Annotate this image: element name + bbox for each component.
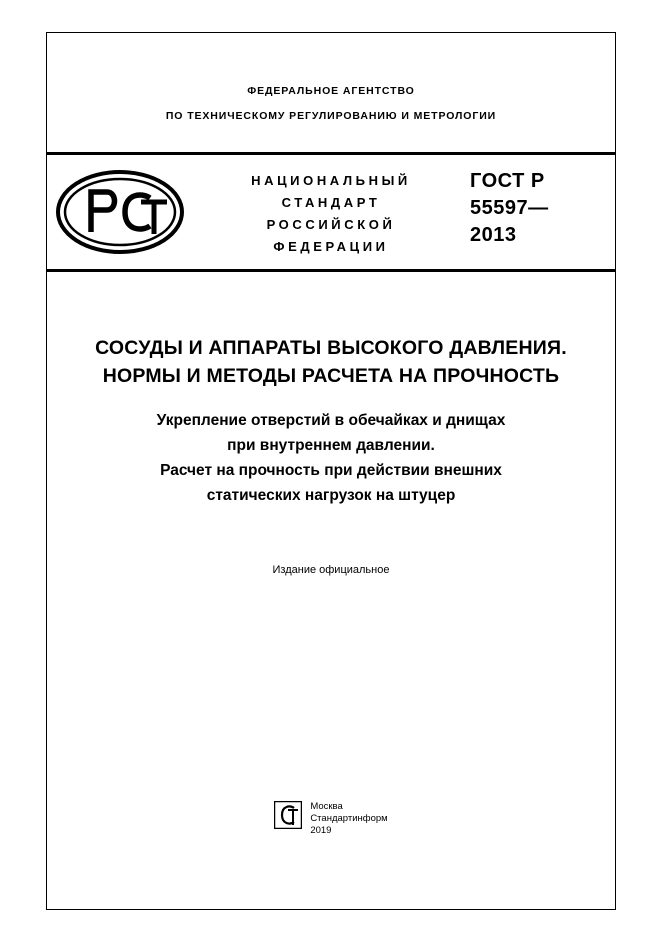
designation-line-1: ГОСТ Р xyxy=(470,170,545,192)
standard-kind-heading xyxy=(196,170,466,258)
imprint-year: 2019 xyxy=(310,825,332,836)
standard-kind-line-1: НАЦИОНАЛЬНЫЙ xyxy=(251,173,411,188)
title-line-2: НОРМЫ И МЕТОДЫ РАСЧЕТА НА ПРОЧНОСТЬ xyxy=(102,365,560,387)
standard-kind-line-3: РОССИЙСКОЙ xyxy=(266,217,396,232)
imprint-city: Москва xyxy=(310,801,343,812)
agency-heading xyxy=(46,85,616,122)
divider-top xyxy=(46,152,616,155)
designation-line-2: 55597— xyxy=(470,197,549,219)
subtitle-line-1: Укрепление отверстий в обечайках и днищах xyxy=(156,412,506,429)
designation-line-3: 2013 xyxy=(470,224,517,246)
imprint-text xyxy=(310,800,387,837)
subtitle-line-2: при внутреннем давлении. xyxy=(227,437,435,454)
page-subtitle xyxy=(46,408,616,508)
agency-line-1: ФЕДЕРАЛЬНОЕ АГЕНТСТВО xyxy=(247,85,415,97)
agency-line-2: ПО ТЕХНИЧЕСКОМУ РЕГУЛИРОВАНИЮ И МЕТРОЛОГИИ xyxy=(165,110,497,122)
standard-kind-line-2: СТАНДАРТ xyxy=(281,195,381,210)
title-line-1: СОСУДЫ И АППАРАТЫ ВЫСОКОГО ДАВЛЕНИЯ. xyxy=(95,337,567,359)
rosstandart-emblem-icon xyxy=(55,168,185,256)
edition-note: Издание официальное xyxy=(272,564,390,576)
imprint xyxy=(46,800,616,837)
subtitle-line-3: Расчет на прочность при действии внешних xyxy=(160,462,502,479)
standard-kind-line-4: ФЕДЕРАЦИИ xyxy=(273,239,389,254)
subtitle-line-4: статических нагрузок на штуцер xyxy=(206,487,456,504)
page-title xyxy=(46,334,616,390)
divider-bottom xyxy=(46,269,616,272)
imprint-publisher: Стандартинформ xyxy=(310,813,388,824)
standard-designation xyxy=(470,168,616,249)
standartinform-logo-icon xyxy=(274,801,302,829)
